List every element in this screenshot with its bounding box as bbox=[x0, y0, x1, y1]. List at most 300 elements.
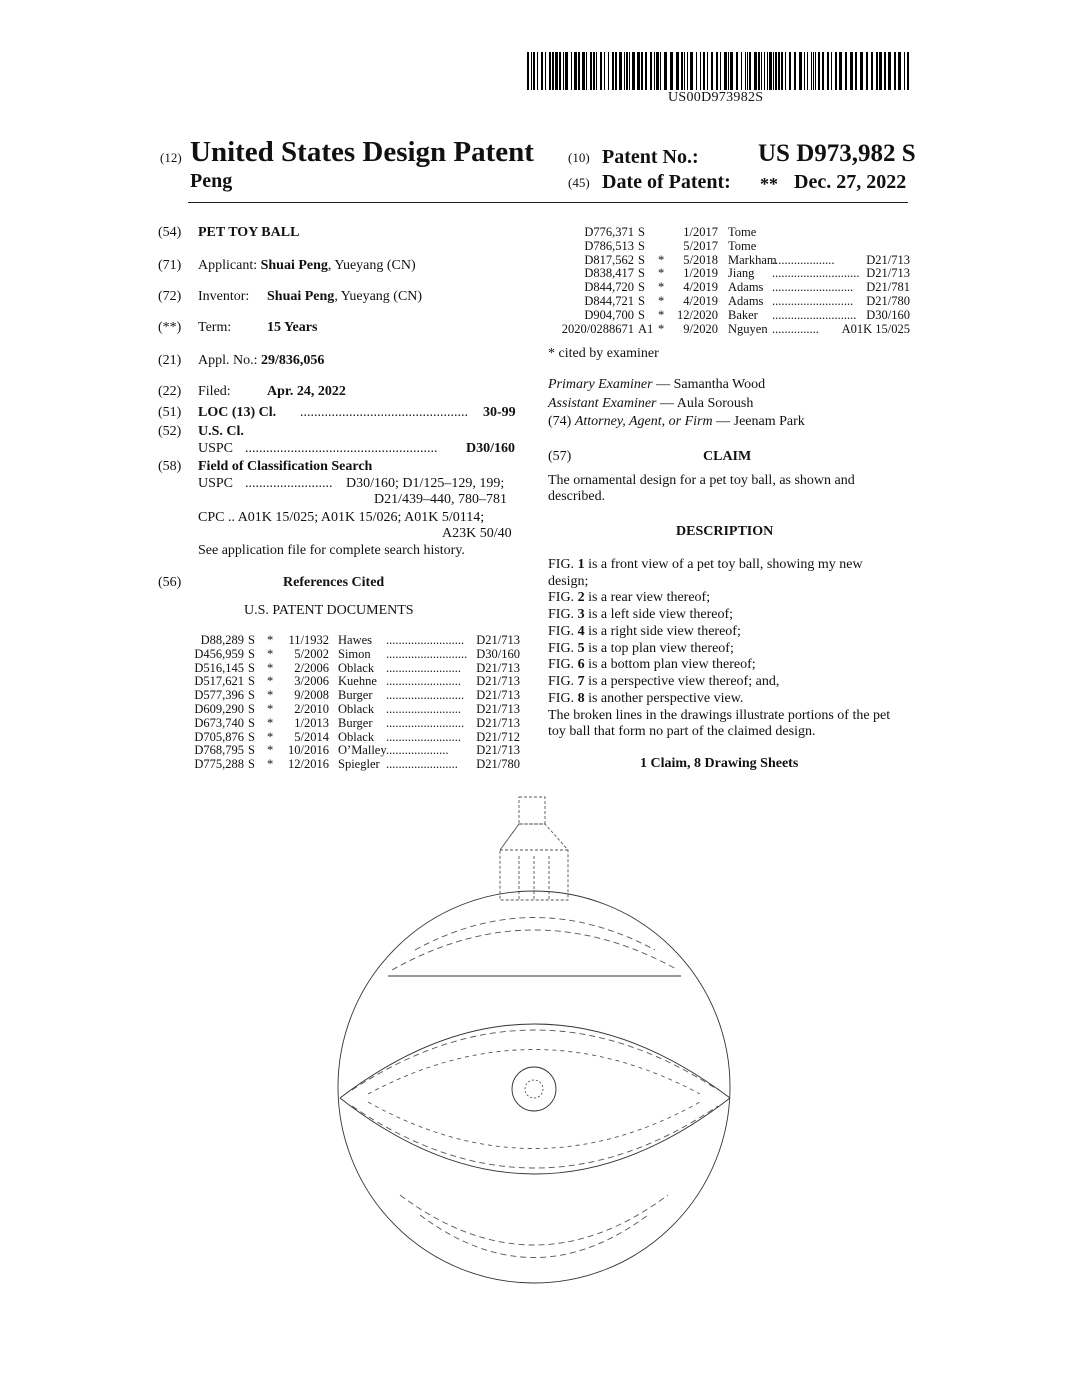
barcode-bar bbox=[586, 52, 587, 90]
primary-examiner-name: — Samantha Wood bbox=[656, 377, 766, 392]
barcode-bar bbox=[531, 52, 532, 90]
barcode-bar bbox=[660, 52, 661, 90]
code-10: (10) bbox=[568, 150, 590, 165]
references-table-left bbox=[188, 634, 520, 772]
reference-star: * bbox=[267, 660, 274, 675]
reference-row bbox=[188, 648, 520, 662]
barcode-bar bbox=[711, 52, 713, 90]
reference-row bbox=[550, 295, 910, 309]
reference-name: Tome bbox=[728, 238, 757, 253]
fcs-cpc-continued: A23K 50/40 bbox=[442, 526, 512, 541]
barcode-bar bbox=[656, 52, 659, 90]
reference-date: 5/2014 bbox=[294, 729, 329, 744]
description-text: design; bbox=[548, 573, 589, 589]
reference-kind: S bbox=[248, 674, 255, 689]
barcode-bar bbox=[850, 52, 853, 90]
barcode-bar bbox=[629, 52, 630, 90]
lower-arc-broken-1 bbox=[420, 1215, 648, 1258]
reference-name: Oblack bbox=[338, 729, 375, 744]
barcode-bar bbox=[835, 52, 837, 90]
reference-dots: ........................ bbox=[386, 729, 461, 744]
patent-number: US D973,982 S bbox=[758, 140, 916, 167]
figure-number: 6 bbox=[577, 657, 585, 673]
figure-number: 8 bbox=[577, 690, 585, 706]
reference-row bbox=[188, 703, 520, 717]
description-text: is a right side view thereof; bbox=[584, 623, 741, 639]
reference-dots: ......................... bbox=[386, 633, 465, 647]
reference-row bbox=[550, 226, 910, 240]
barcode-bar bbox=[818, 52, 820, 90]
barcode-bar bbox=[720, 52, 721, 90]
barcode-bar bbox=[582, 52, 585, 90]
claim-heading: CLAIM bbox=[703, 449, 752, 464]
reference-star: * bbox=[267, 715, 274, 730]
reference-num: D88,289 bbox=[200, 633, 244, 647]
barcode-bar bbox=[845, 52, 847, 90]
reference-row bbox=[188, 758, 520, 772]
reference-star: * bbox=[267, 646, 274, 661]
barcode-bar bbox=[619, 52, 622, 90]
reference-dots: ......................... bbox=[386, 688, 465, 703]
reference-kind: S bbox=[638, 238, 645, 253]
claim-code: (57) bbox=[548, 449, 572, 464]
broken-lines-text-2: toy ball that form no part of the claimed design. bbox=[548, 724, 816, 739]
ball-outline bbox=[338, 891, 730, 1283]
barcode-bar bbox=[578, 52, 580, 90]
barcode-bar bbox=[641, 52, 643, 90]
reference-cls: D21/713 bbox=[476, 743, 520, 758]
upper-arc-broken-1 bbox=[392, 930, 678, 970]
description-text: FIG. bbox=[548, 673, 578, 689]
reference-kind: S bbox=[638, 266, 645, 281]
refs-code: (56) bbox=[158, 575, 182, 590]
reference-row bbox=[550, 281, 910, 295]
reference-cls: D21/780 bbox=[476, 757, 520, 772]
fcs-note: See application file for complete search history. bbox=[198, 543, 465, 558]
reference-date: 9/2020 bbox=[683, 321, 718, 336]
barcode-bar bbox=[626, 52, 628, 90]
inventor-code: (72) bbox=[158, 289, 182, 304]
reference-dots: ........................... bbox=[772, 307, 857, 322]
term-label: Term: bbox=[198, 320, 232, 335]
reference-star: * bbox=[267, 688, 274, 703]
barcode-bar bbox=[758, 52, 760, 90]
appl-line bbox=[198, 353, 324, 369]
title-code: (54) bbox=[158, 225, 182, 240]
barcode-bar bbox=[696, 52, 697, 90]
barcode-bar bbox=[537, 52, 538, 90]
attorney-label: Attorney, Agent, or Firm bbox=[574, 414, 713, 429]
applicant-code: (71) bbox=[158, 258, 182, 273]
reference-dots: .......................... bbox=[386, 646, 468, 661]
reference-num: D838,417 bbox=[584, 266, 634, 281]
description-text: FIG. bbox=[548, 690, 578, 706]
barcode-bar bbox=[574, 52, 577, 90]
description-lines bbox=[548, 557, 910, 707]
uscl-label: U.S. Cl. bbox=[198, 424, 244, 439]
description-text: is another perspective view. bbox=[584, 690, 744, 706]
document-number: US00D973982S bbox=[668, 90, 764, 105]
figure-number: 7 bbox=[577, 673, 585, 689]
barcode-bar bbox=[707, 52, 708, 90]
reference-row bbox=[188, 662, 520, 676]
inventor-surname: Peng bbox=[190, 170, 233, 192]
reference-star: * bbox=[267, 701, 274, 716]
barcode-bar bbox=[632, 52, 635, 90]
seam-lower-broken bbox=[352, 1106, 718, 1168]
barcode-bar bbox=[745, 52, 746, 90]
barcode bbox=[527, 52, 911, 90]
fcs-uspc-value: D30/160; D1/125–129, 199; bbox=[346, 476, 505, 491]
barcode-bar bbox=[684, 52, 685, 90]
reference-star: * bbox=[658, 307, 665, 322]
barcode-bar bbox=[907, 52, 909, 90]
reference-num: D456,959 bbox=[194, 646, 244, 661]
barcode-bar bbox=[866, 52, 868, 90]
loc-label: LOC (13) Cl. bbox=[198, 405, 277, 420]
fcs-cpc: CPC .. A01K 15/025; A01K 15/026; A01K 5/0114; bbox=[198, 510, 485, 525]
reference-num: D577,396 bbox=[194, 688, 244, 703]
reference-num: D768,795 bbox=[194, 743, 244, 758]
description-text: FIG. bbox=[548, 623, 578, 639]
applicant-location: , Yueyang (CN) bbox=[327, 258, 416, 273]
barcode-bar bbox=[804, 52, 805, 90]
reference-date: 4/2019 bbox=[683, 293, 718, 308]
reference-cls: D21/713 bbox=[476, 633, 520, 647]
barcode-bar bbox=[563, 52, 564, 90]
reference-dots: ......................... bbox=[386, 715, 465, 730]
barcode-bar bbox=[716, 52, 718, 90]
inventor-location: , Yueyang (CN) bbox=[334, 289, 423, 304]
description-text: is a left side view thereof; bbox=[584, 607, 734, 623]
date-of-patent-label: Date of Patent: bbox=[602, 171, 731, 193]
reference-row bbox=[550, 323, 910, 337]
description-text: FIG. bbox=[548, 590, 578, 606]
reference-cls: D21/713 bbox=[866, 252, 910, 267]
term-value: 15 Years bbox=[267, 320, 318, 335]
reference-kind: S bbox=[638, 293, 645, 308]
description-text: is a front view of a pet toy ball, showing my new bbox=[584, 557, 863, 572]
reference-name: Burger bbox=[338, 715, 373, 730]
attorney-name: — Jeenam Park bbox=[716, 414, 805, 429]
barcode-bar bbox=[876, 52, 878, 90]
description-text: is a top plan view thereof; bbox=[584, 640, 734, 656]
reference-num: D609,290 bbox=[194, 701, 244, 716]
reference-star: * bbox=[658, 252, 665, 267]
reference-date: 2/2010 bbox=[294, 701, 329, 716]
broken-lines-text-1: The broken lines in the drawings illustrate portions of the pet bbox=[548, 708, 891, 723]
reference-name: O’Malley bbox=[338, 743, 387, 758]
reference-row bbox=[550, 267, 910, 281]
barcode-bar bbox=[789, 52, 791, 90]
barcode-bar bbox=[593, 52, 595, 90]
reference-date: 12/2016 bbox=[288, 757, 329, 772]
reference-name: Nguyen bbox=[728, 321, 768, 336]
reference-kind: S bbox=[248, 701, 255, 716]
applicant-label: Applicant: bbox=[198, 258, 258, 273]
description-text: is a rear view thereof; bbox=[584, 590, 711, 606]
barcode-bar bbox=[559, 52, 561, 90]
description-text: FIG. bbox=[548, 640, 578, 656]
barcode-bar bbox=[855, 52, 857, 90]
reference-kind: S bbox=[248, 715, 255, 730]
filed-date: Apr. 24, 2022 bbox=[267, 384, 346, 399]
barcode-bar bbox=[767, 52, 768, 90]
reference-dots: ........................ bbox=[386, 674, 461, 689]
reference-cls: D21/713 bbox=[866, 266, 910, 281]
seam-upper-broken bbox=[352, 1030, 718, 1090]
barcode-bar bbox=[813, 52, 814, 90]
reference-name: Adams bbox=[728, 280, 764, 295]
reference-num: D705,876 bbox=[194, 729, 244, 744]
reference-cls: D21/713 bbox=[476, 715, 520, 730]
uspc-dots: ....................................................... bbox=[245, 441, 438, 456]
barcode-bar bbox=[815, 52, 816, 90]
description-text: is a bottom plan view thereof; bbox=[584, 657, 756, 673]
claims-sheets: 1 Claim, 8 Drawing Sheets bbox=[640, 756, 799, 771]
attorney-line bbox=[548, 414, 805, 430]
description-line bbox=[548, 590, 910, 607]
reference-name: Simon bbox=[338, 646, 371, 661]
reference-name: Kuehne bbox=[338, 674, 377, 689]
figure-number: 1 bbox=[577, 557, 585, 572]
refs-heading: References Cited bbox=[283, 575, 385, 590]
description-line bbox=[548, 607, 910, 624]
seam-upper-broken-2 bbox=[368, 1050, 700, 1095]
reference-cls: D21/713 bbox=[476, 688, 520, 703]
barcode-bar bbox=[637, 52, 640, 90]
reference-date: 5/2018 bbox=[683, 252, 718, 267]
barcode-bar bbox=[799, 52, 802, 90]
description-line bbox=[548, 557, 910, 574]
barcode-bar bbox=[676, 52, 679, 90]
upper-arc-broken-2 bbox=[415, 918, 655, 951]
pet-toy-ball-drawing bbox=[330, 790, 750, 1310]
reference-dots: ........................ bbox=[386, 701, 461, 716]
reference-star: * bbox=[658, 266, 665, 281]
claim-text-line-2: described. bbox=[548, 489, 606, 504]
barcode-bar bbox=[615, 52, 617, 90]
barcode-bar bbox=[596, 52, 597, 90]
reference-kind: S bbox=[248, 688, 255, 703]
figure-number: 4 bbox=[577, 623, 585, 639]
barcode-bar bbox=[571, 52, 572, 90]
reference-dots: .................... bbox=[386, 743, 449, 758]
reference-dots: ............... bbox=[772, 321, 819, 336]
reference-kind: A1 bbox=[638, 321, 654, 336]
reference-row bbox=[550, 254, 910, 268]
barcode-bar bbox=[700, 52, 701, 90]
barcode-bar bbox=[904, 52, 905, 90]
barcode-bar bbox=[645, 52, 647, 90]
barcode-bar bbox=[747, 52, 748, 90]
attorney-code: (74) bbox=[548, 414, 572, 429]
barcode-bar bbox=[879, 52, 882, 90]
reference-cls: D21/780 bbox=[866, 293, 910, 308]
description-line bbox=[548, 624, 910, 641]
appl-code: (21) bbox=[158, 353, 182, 368]
barcode-bar bbox=[807, 52, 808, 90]
reference-name: Spiegler bbox=[338, 757, 380, 772]
reference-dots: .......................... bbox=[772, 280, 854, 295]
inventor-name: Shuai Peng bbox=[267, 289, 335, 304]
loc-value: 30-99 bbox=[483, 405, 516, 420]
description-text: FIG. bbox=[548, 557, 578, 572]
barcode-bar bbox=[590, 52, 592, 90]
appl-label: Appl. No.: bbox=[198, 353, 258, 368]
barcode-bar bbox=[664, 52, 667, 90]
barcode-bar bbox=[549, 52, 551, 90]
uspc-label: USPC bbox=[198, 441, 234, 456]
reference-row bbox=[188, 634, 520, 648]
reference-date: 4/2019 bbox=[683, 280, 718, 295]
reference-kind: S bbox=[638, 280, 645, 295]
reference-date: 1/2019 bbox=[683, 266, 718, 281]
barcode-bar bbox=[749, 52, 751, 90]
barcode-bar bbox=[811, 52, 812, 90]
inventor-line bbox=[267, 289, 422, 305]
references-table-right bbox=[550, 226, 910, 336]
assistant-examiner-label: Assistant Examiner bbox=[548, 396, 657, 411]
barcode-bar bbox=[703, 52, 705, 90]
barcode-bar bbox=[612, 52, 614, 90]
barcode-bar bbox=[898, 52, 901, 90]
barcode-bar bbox=[527, 52, 529, 90]
reference-cls: D30/160 bbox=[476, 646, 520, 661]
reference-num: 2020/0288671 bbox=[561, 321, 634, 336]
uscl-code: (52) bbox=[158, 424, 182, 439]
reference-row bbox=[188, 675, 520, 689]
description-line bbox=[548, 574, 910, 591]
reference-star: * bbox=[267, 729, 274, 744]
reference-kind: S bbox=[638, 225, 645, 239]
barcode-bar bbox=[608, 52, 609, 90]
claim-text-line-1: The ornamental design for a pet toy ball, as shown and bbox=[548, 473, 855, 488]
barcode-bar bbox=[741, 52, 742, 90]
reference-name: Baker bbox=[728, 307, 758, 322]
design-title: PET TOY BALL bbox=[198, 225, 300, 240]
reference-date: 5/2002 bbox=[294, 646, 329, 661]
barcode-bar bbox=[781, 52, 783, 90]
appl-number: 29/836,056 bbox=[261, 353, 325, 368]
figure-number: 3 bbox=[577, 607, 585, 623]
reference-date: 9/2008 bbox=[294, 688, 329, 703]
figure-number: 2 bbox=[577, 590, 585, 606]
barcode-bar bbox=[778, 52, 780, 90]
center-hole-inner bbox=[525, 1080, 543, 1098]
barcode-bar bbox=[860, 52, 863, 90]
reference-num: D844,721 bbox=[584, 293, 634, 308]
reference-name: Oblack bbox=[338, 660, 375, 675]
reference-cls: D21/713 bbox=[476, 701, 520, 716]
loc-code: (51) bbox=[158, 405, 182, 420]
reference-star: * bbox=[267, 633, 274, 647]
reference-num: D844,720 bbox=[584, 280, 634, 295]
barcode-bar bbox=[681, 52, 683, 90]
reference-row bbox=[550, 240, 910, 254]
reference-row bbox=[188, 689, 520, 703]
barcode-bar bbox=[884, 52, 886, 90]
reference-name: Oblack bbox=[338, 701, 375, 716]
reference-name: Adams bbox=[728, 293, 764, 308]
patent-no-label: Patent No.: bbox=[602, 146, 699, 168]
barcode-bar bbox=[545, 52, 546, 90]
barcode-bar bbox=[670, 52, 673, 90]
term-code: (**) bbox=[158, 320, 182, 335]
barcode-bar bbox=[761, 52, 762, 90]
reference-date: 1/2013 bbox=[294, 715, 329, 730]
seam-lower bbox=[340, 1098, 730, 1174]
reference-num: D817,562 bbox=[584, 252, 634, 267]
loc-dots: ................................................ bbox=[300, 405, 468, 420]
reference-star: * bbox=[658, 321, 665, 336]
seam-lower-broken-2 bbox=[368, 1102, 700, 1149]
reference-row bbox=[550, 309, 910, 323]
reference-row bbox=[188, 717, 520, 731]
filed-label: Filed: bbox=[198, 384, 231, 399]
barcode-bar bbox=[654, 52, 655, 90]
reference-date: 5/2017 bbox=[683, 238, 718, 253]
reference-name: Jiang bbox=[728, 266, 755, 281]
reference-cls: A01K 15/025 bbox=[841, 321, 910, 336]
reference-dots: ............................ bbox=[772, 266, 860, 281]
figure-number: 5 bbox=[577, 640, 585, 656]
barcode-bar bbox=[871, 52, 873, 90]
barcode-bar bbox=[624, 52, 625, 90]
reference-star: * bbox=[658, 280, 665, 295]
reference-num: D516,145 bbox=[194, 660, 244, 675]
description-line bbox=[548, 657, 910, 674]
reference-star: * bbox=[658, 293, 665, 308]
barcode-bar bbox=[565, 52, 568, 90]
description-text: FIG. bbox=[548, 607, 578, 623]
barcode-bar bbox=[894, 52, 896, 90]
barcode-bar bbox=[785, 52, 786, 90]
description-text: FIG. bbox=[548, 657, 578, 673]
applicant-line bbox=[198, 258, 416, 274]
reference-num: D904,700 bbox=[584, 307, 634, 322]
description-text: is a perspective view thereof; and, bbox=[584, 673, 780, 689]
reference-star: * bbox=[267, 757, 274, 772]
reference-date: 12/2020 bbox=[677, 307, 718, 322]
code-45: (45) bbox=[568, 175, 590, 190]
reference-kind: S bbox=[248, 633, 255, 647]
code-12: (12) bbox=[160, 150, 182, 165]
reference-cls: D30/160 bbox=[866, 307, 910, 322]
primary-examiner-label: Primary Examiner bbox=[548, 377, 653, 392]
reference-dots: .......................... bbox=[772, 293, 854, 308]
barcode-bar bbox=[552, 52, 554, 90]
reference-name: Tome bbox=[728, 225, 757, 239]
reference-dots: ....................... bbox=[386, 757, 458, 772]
reference-name: Hawes bbox=[338, 633, 373, 647]
date-of-patent: Dec. 27, 2022 bbox=[794, 171, 907, 193]
barcode-bar bbox=[555, 52, 558, 90]
barcode-bar bbox=[773, 52, 774, 90]
reference-kind: S bbox=[248, 729, 255, 744]
date-mark: ** bbox=[760, 174, 778, 194]
description-line bbox=[548, 641, 910, 658]
fcs-uspc-continued: D21/439–440, 780–781 bbox=[374, 492, 507, 507]
reference-row bbox=[188, 744, 520, 758]
reference-kind: S bbox=[638, 307, 645, 322]
reference-date: 1/2017 bbox=[683, 225, 718, 239]
fcs-code: (58) bbox=[158, 459, 182, 474]
reference-date: 2/2006 bbox=[294, 660, 329, 675]
reference-kind: S bbox=[638, 252, 645, 267]
reference-num: D775,288 bbox=[194, 757, 244, 772]
reference-row bbox=[188, 731, 520, 745]
